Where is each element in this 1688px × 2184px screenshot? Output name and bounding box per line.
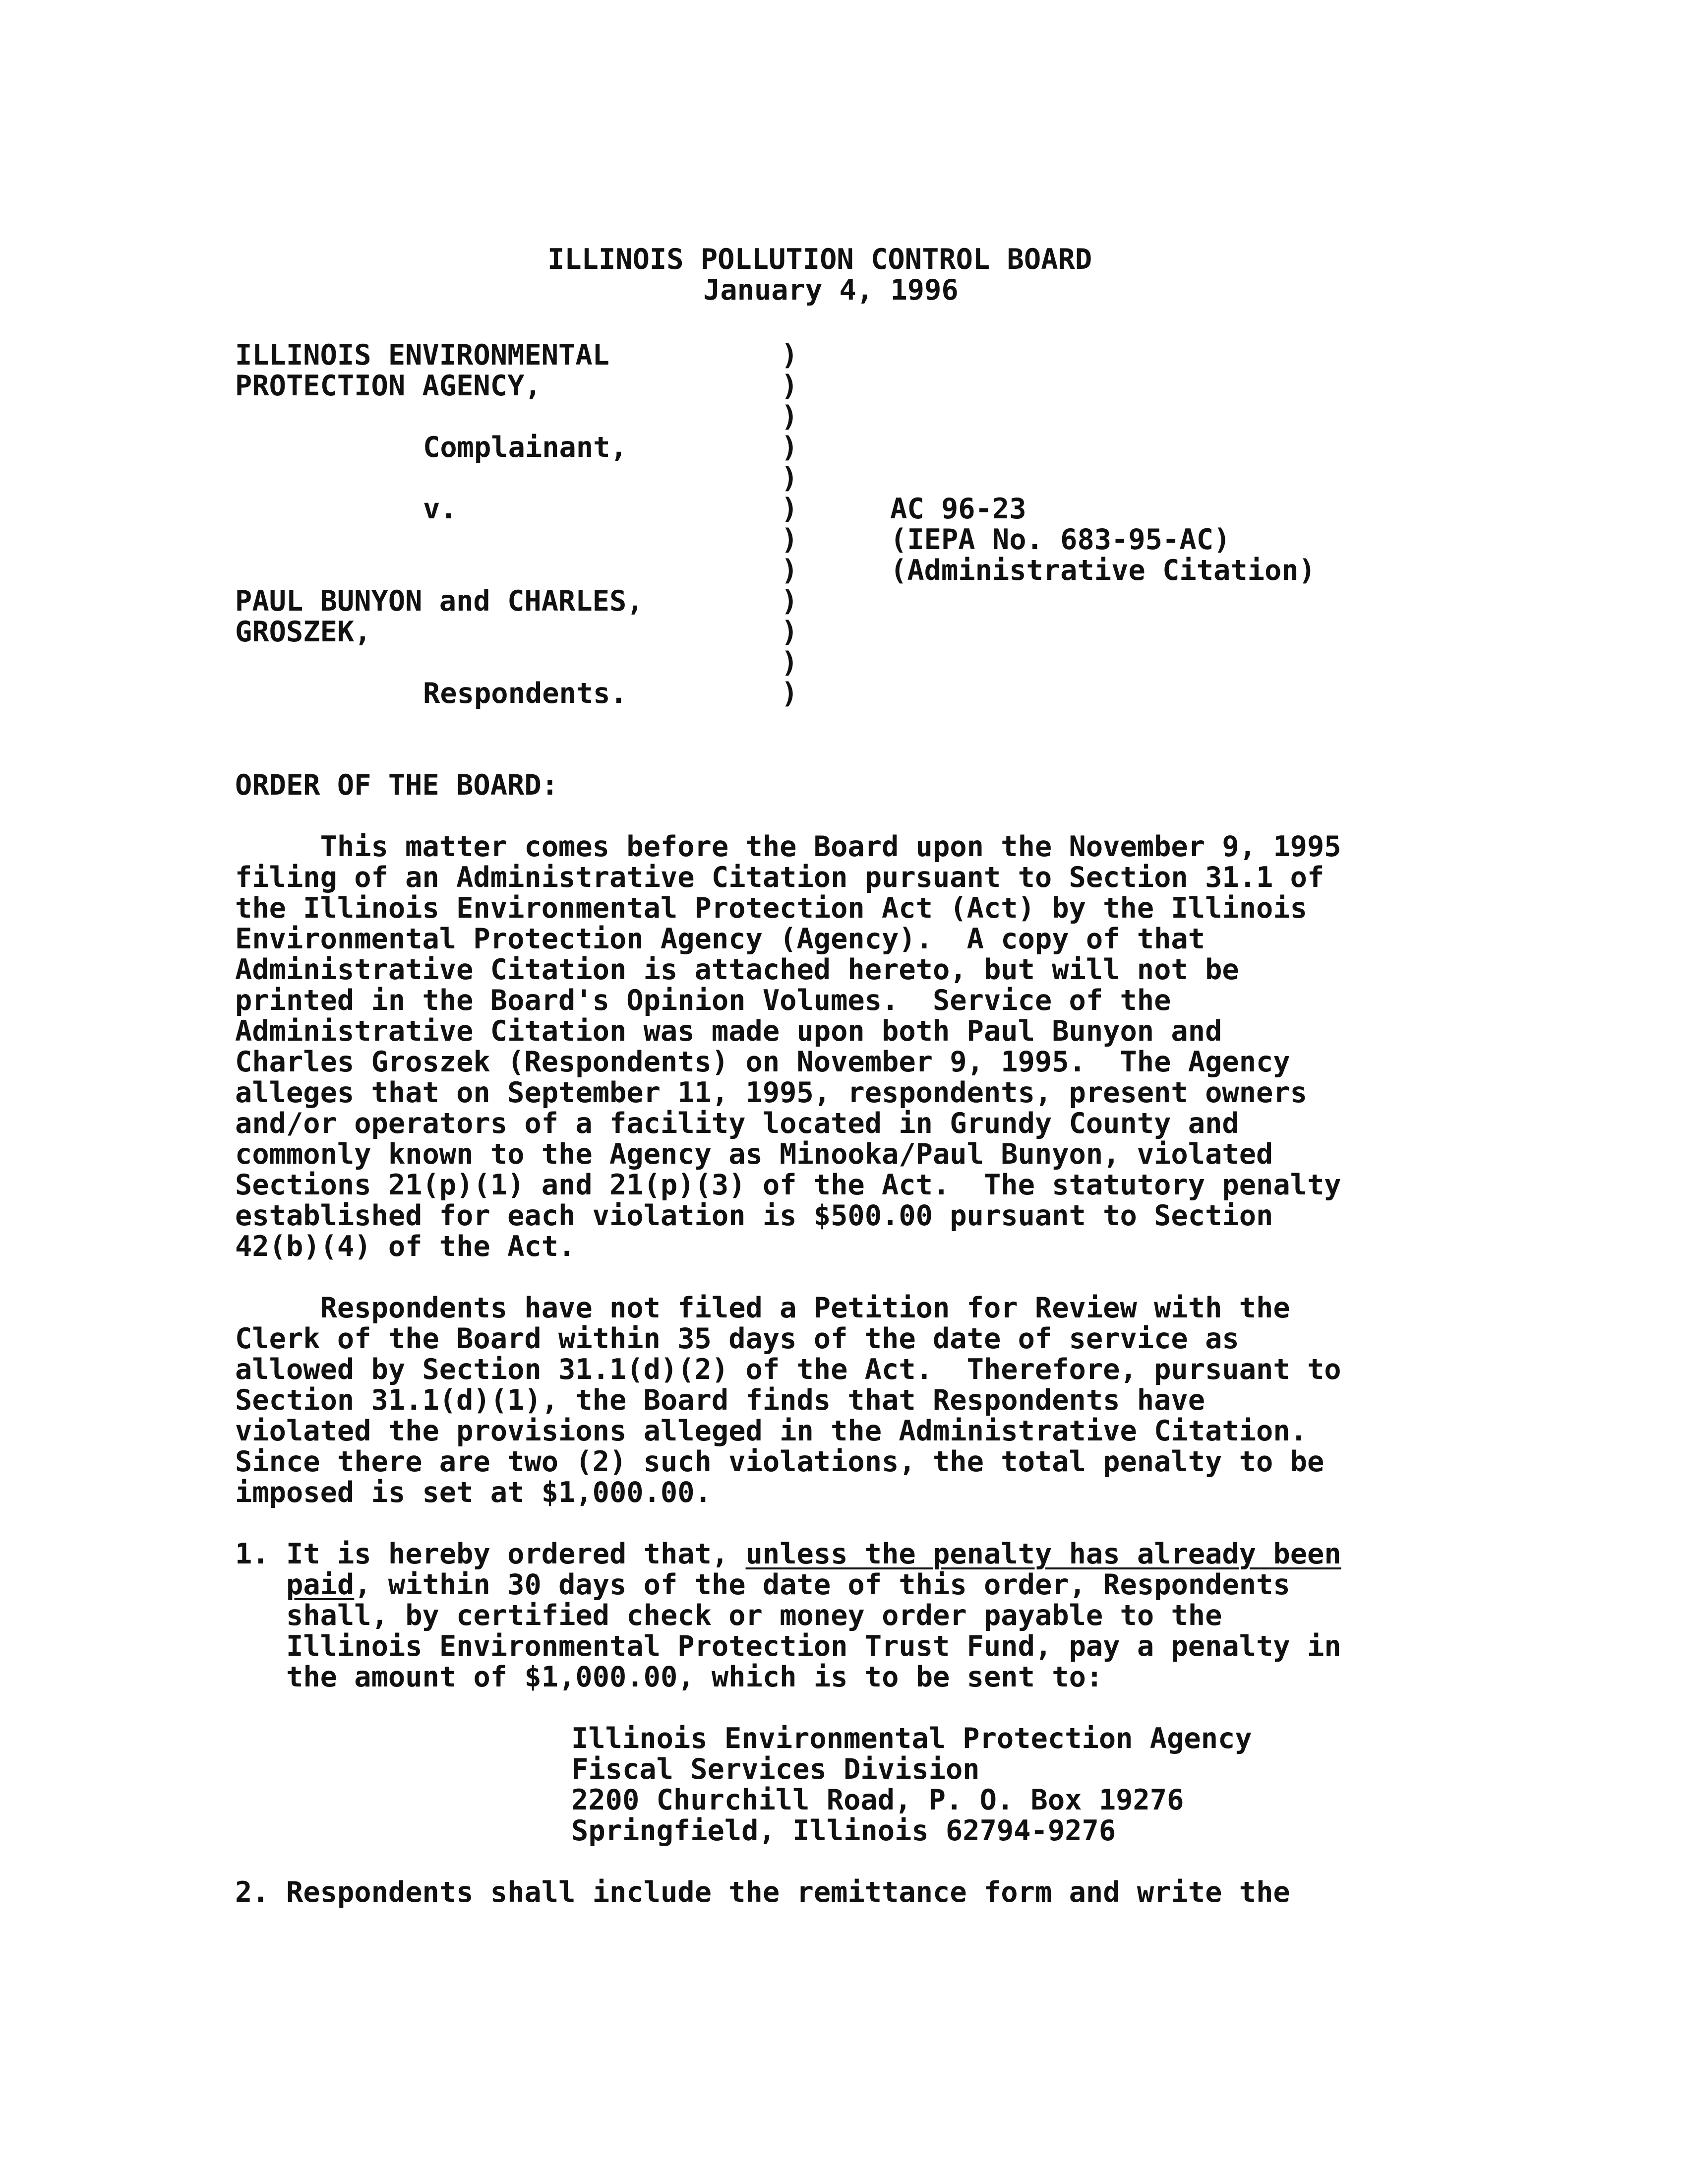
respondent-name-line2: GROSZEK, — [235, 616, 371, 648]
paragraph-line: and/or operators of a facility located in Grundy County and — [235, 1107, 1239, 1140]
paragraph-line: Section 31.1(d)(1), the Board finds that Respondents have — [235, 1384, 1206, 1417]
paragraph-line: Administrative Citation is attached hereto, but will not be — [235, 953, 1239, 986]
caption-parenthesis-column — [781, 340, 801, 709]
paragraph-line: commonly known to the Agency as Minooka/Paul Bunyon, violated — [235, 1138, 1273, 1171]
caption-paren: ) — [781, 646, 798, 679]
paragraph-line: Clerk of the Board within 35 days of the date of service as — [235, 1322, 1239, 1355]
case-type: (Administrative Citation) — [890, 554, 1316, 587]
caption-paren: ) — [781, 677, 798, 710]
item-number: 1. — [235, 1538, 269, 1570]
complainant-role: Complainant, — [423, 431, 627, 464]
paragraph-line: Administrative Citation was made upon both Paul Bunyon and — [235, 1015, 1222, 1048]
caption-paren: ) — [781, 493, 798, 525]
item-line: shall, by certified check or money order payable to the — [286, 1599, 1222, 1632]
caption-paren: ) — [781, 616, 798, 648]
item-line — [286, 1569, 1290, 1600]
case-number: AC 96-23 — [890, 493, 1026, 525]
versus-label: v. — [423, 493, 457, 525]
caption-paren: ) — [781, 431, 798, 464]
caption-paren: ) — [781, 400, 798, 433]
paragraph-line: printed in the Board's Opinion Volumes. Service of the — [235, 984, 1171, 1017]
caption-paren: ) — [781, 370, 798, 402]
paragraph-line: allowed by Section 31.1(d)(2) of the Act. Therefore, pursuant to — [235, 1353, 1341, 1386]
paragraph-line: Charles Groszek (Respondents) on November 9, 1995. The Agency — [235, 1046, 1290, 1078]
respondent-name-line1: PAUL BUNYON and CHARLES, — [235, 585, 644, 618]
paragraph-line: Environmental Protection Agency (Agency). A copy of that — [235, 923, 1206, 955]
caption-paren: ) — [781, 585, 798, 618]
item-text: It is hereby ordered that, — [286, 1538, 746, 1570]
paragraph-line: imposed is set at $1,000.00. — [235, 1476, 712, 1509]
address-line: Springfield, Illinois 62794-9276 — [571, 1814, 1116, 1847]
item-line: Illinois Environmental Protection Trust Fund, pay a penalty in — [286, 1630, 1341, 1663]
item-line: the amount of $1,000.00, which is to be sent to: — [286, 1661, 1103, 1693]
paragraph-line: Sections 21(p)(1) and 21(p)(3) of the Act. The statutory penalty — [235, 1169, 1341, 1201]
paragraph-line: filing of an Administrative Citation pursuant to Section 31.1 of — [235, 861, 1325, 894]
underlined-condition: unless the penalty has already been — [745, 1538, 1341, 1570]
paragraph-line: 42(b)(4) of the Act. — [235, 1230, 576, 1263]
paragraph-line: alleges that on September 11, 1995, respondents, present owners — [235, 1076, 1307, 1109]
paragraph-line: This matter comes before the Board upon the November 9, 1995 — [235, 830, 1341, 863]
paragraph-line: Respondents have not filed a Petition for Review with the — [235, 1292, 1290, 1324]
order-date: January 4, 1996 — [703, 274, 959, 307]
item-text: , within 30 days of the date of this order, Respondents — [354, 1568, 1290, 1601]
complainant-name-line2: PROTECTION AGENCY, — [235, 370, 542, 402]
address-line: Illinois Environmental Protection Agency — [571, 1722, 1252, 1755]
caption-paren: ) — [781, 554, 798, 587]
board-name: ILLINOIS POLLUTION CONTROL BOARD — [547, 243, 1092, 276]
item-line — [286, 1539, 1341, 1569]
underlined-condition: paid — [286, 1568, 355, 1601]
complainant-name-line1: ILLINOIS ENVIRONMENTAL — [235, 339, 609, 372]
order-heading: ORDER OF THE BOARD: — [235, 769, 559, 802]
item-number: 2. — [235, 1876, 269, 1909]
item-line: Respondents shall include the remittance form and write the — [286, 1876, 1290, 1909]
paragraph-line: the Illinois Environmental Protection Act (Act) by the Illinois — [235, 892, 1307, 925]
paragraph-line: Since there are two (2) such violations, the total penalty to be — [235, 1445, 1325, 1478]
caption-paren: ) — [781, 462, 798, 495]
respondent-role: Respondents. — [423, 677, 627, 710]
address-line: Fiscal Services Division — [571, 1753, 980, 1786]
paragraph-line: established for each violation is $500.00 pursuant to Section — [235, 1199, 1273, 1232]
caption-paren: ) — [781, 339, 798, 372]
address-line: 2200 Churchill Road, P. O. Box 19276 — [571, 1784, 1184, 1816]
caption-paren: ) — [781, 523, 798, 556]
paragraph-line: violated the provisions alleged in the Administrative Citation. — [235, 1415, 1307, 1447]
iepa-number: (IEPA No. 683-95-AC) — [890, 523, 1231, 556]
